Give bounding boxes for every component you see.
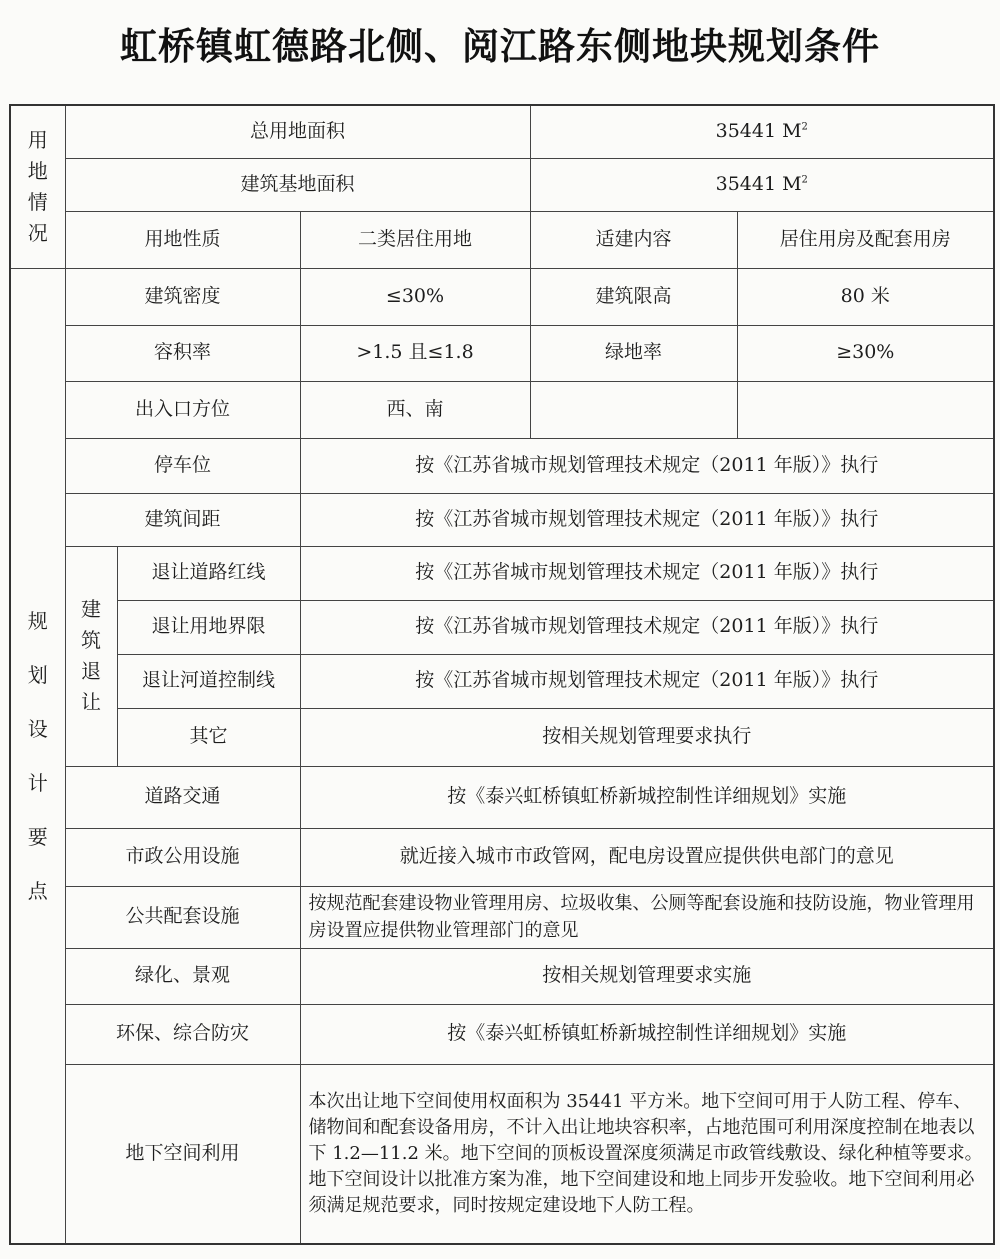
table-row: [10, 268, 994, 325]
table-row: [10, 211, 994, 268]
table-row: [10, 828, 994, 886]
road-setback-label: 退让道路红线: [117, 546, 300, 600]
river-setback-value: 按《江苏省城市规划管理技术规定（2011 年版）》执行: [300, 654, 994, 708]
table-row: [10, 1004, 994, 1064]
table-row: [10, 438, 994, 493]
green-ratio-label: 绿地率: [530, 325, 737, 381]
permitted-content-value: 居住用房及配套用房: [737, 211, 994, 268]
parking-value: 按《江苏省城市规划管理技术规定（2011 年版）》执行: [300, 438, 994, 493]
table-row: [10, 766, 994, 828]
other-value: 按相关规划管理要求执行: [300, 708, 994, 766]
spacing-value: 按《江苏省城市规划管理技术规定（2011 年版）》执行: [300, 493, 994, 546]
table-row: [10, 600, 994, 654]
empty-cell: [530, 381, 737, 438]
far-value: >1.5 且≤1.8: [300, 325, 530, 381]
greening-value: 按相关规划管理要求实施: [300, 948, 994, 1004]
land-use-value: 二类居住用地: [300, 211, 530, 268]
other-label: 其它: [117, 708, 300, 766]
parking-label: 停车位: [65, 438, 300, 493]
table-row: [10, 1064, 994, 1244]
boundary-setback-value: 按《江苏省城市规划管理技术规定（2011 年版）》执行: [300, 600, 994, 654]
table-row: [10, 158, 994, 211]
entrance-value: 西、南: [300, 381, 530, 438]
table-row: [10, 493, 994, 546]
total-area-label: 总用地面积: [65, 105, 530, 158]
table-row: [10, 948, 994, 1004]
far-label: 容积率: [65, 325, 300, 381]
underground-value: 本次出让地下空间使用权面积为 35441 平方米。地下空间可用于人防工程、停车、储物间和配套设备用房，不计入出让地块容积率，占地范围可利用深度控制在地表以下 1.2—11.2 米。地下空间的顶板设置深度须满足市政管线敷设、绿化种植等要求。地下空间设计以批准方案为准，地下空间建设和地上同步开发验收。地下空间利用必须满足规范要求，同时按规定建设地下人防工程。: [300, 1064, 994, 1244]
municipal-value: 就近接入城市市政管网，配电房设置应提供供电部门的意见: [300, 828, 994, 886]
entrance-label: 出入口方位: [65, 381, 300, 438]
traffic-label: 道路交通: [65, 766, 300, 828]
public-facilities-value: 按规范配套建设物业管理用房、垃圾收集、公厕等配套设施和技防设施，物业管理用房设置应提供物业管理部门的意见: [300, 886, 994, 948]
base-area-label: 建筑基地面积: [65, 158, 530, 211]
setback-group-label: 建 筑 退 让: [65, 546, 117, 766]
land-use-label: 用地性质: [65, 211, 300, 268]
height-limit-value: 80 米: [737, 268, 994, 325]
underground-label: 地下空间利用: [65, 1064, 300, 1244]
total-area-value: 35441 $M^2$: [530, 105, 994, 158]
public-facilities-label: 公共配套设施: [65, 886, 300, 948]
river-setback-label: 退让河道控制线: [117, 654, 300, 708]
greening-label: 绿化、景观: [65, 948, 300, 1004]
table-row: [10, 105, 994, 158]
table-row: [10, 325, 994, 381]
spacing-label: 建筑间距: [65, 493, 300, 546]
density-value: ≤30%: [300, 268, 530, 325]
table-row: [10, 381, 994, 438]
base-area-value: 35441 $M^2$: [530, 158, 994, 211]
density-label: 建筑密度: [65, 268, 300, 325]
empty-cell: [737, 381, 994, 438]
traffic-value: 按《泰兴虹桥镇虹桥新城控制性详细规划》实施: [300, 766, 994, 828]
table-row: [10, 654, 994, 708]
permitted-content-label: 适建内容: [530, 211, 737, 268]
green-ratio-value: ≥30%: [737, 325, 994, 381]
boundary-setback-label: 退让用地界限: [117, 600, 300, 654]
height-limit-label: 建筑限高: [530, 268, 737, 325]
environment-label: 环保、综合防灾: [65, 1004, 300, 1064]
planning-conditions-table: [9, 104, 995, 1245]
table-row: [10, 546, 994, 600]
table-row: [10, 708, 994, 766]
section-label-planning-points: 规 划 设 计 要 点: [10, 268, 65, 1244]
environment-value: 按《泰兴虹桥镇虹桥新城控制性详细规划》实施: [300, 1004, 994, 1064]
road-setback-value: 按《江苏省城市规划管理技术规定（2011 年版）》执行: [300, 546, 994, 600]
section-label-land-status: 用 地 情 况: [10, 105, 65, 268]
table-row: [10, 886, 994, 948]
municipal-label: 市政公用设施: [65, 828, 300, 886]
page-title: 虹桥镇虹德路北侧、阅江路东侧地块规划条件: [120, 25, 880, 68]
